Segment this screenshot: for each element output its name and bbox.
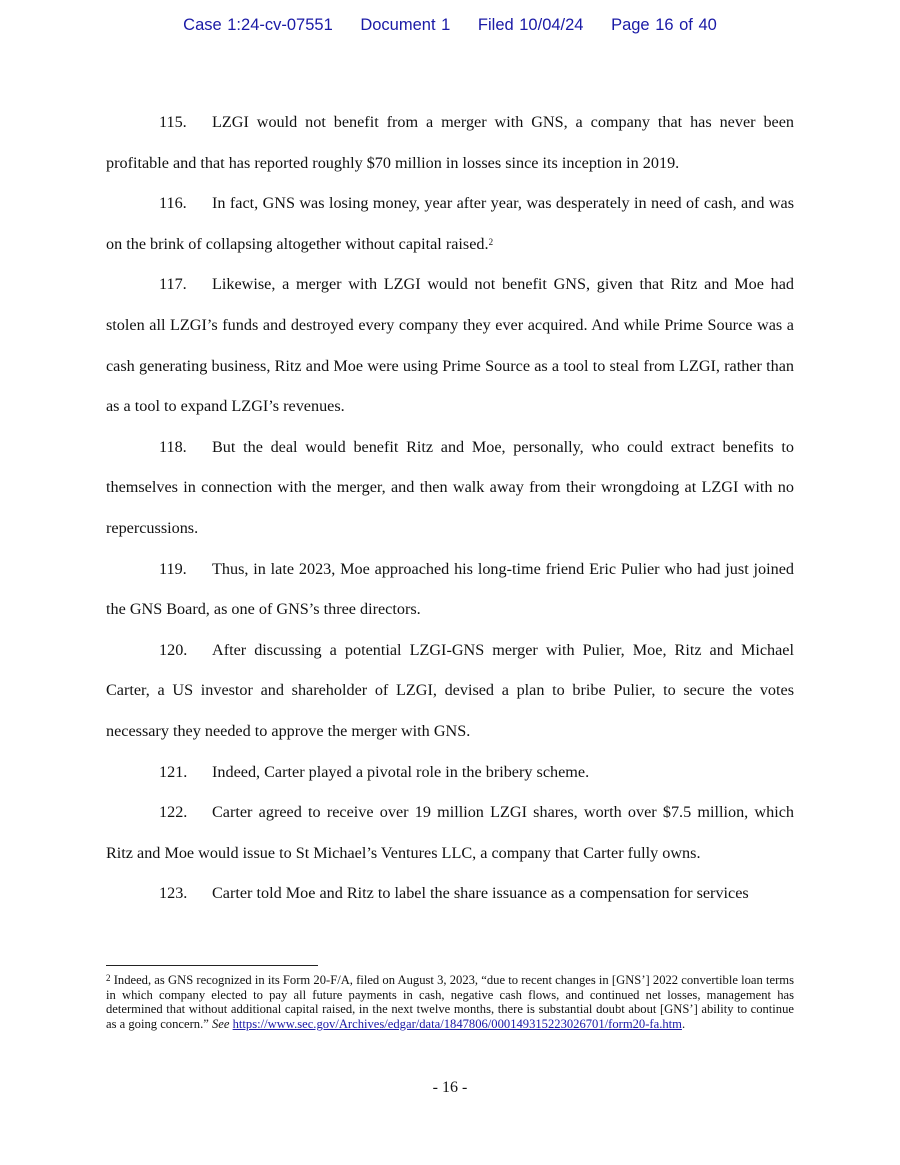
paragraph-number: 120. [159,640,188,659]
paragraph-number: 123. [159,884,188,903]
paragraph-122 [106,792,794,873]
footnote-trailing: . [681,1016,686,1031]
see-signal: See [211,1016,230,1031]
paragraph-number: 121. [159,762,188,781]
paragraph-text: Indeed, Carter played a pivotal role in the bribery scheme. [212,762,590,781]
paragraph-number: 115. [159,113,187,131]
paragraph-text: Carter agreed to receive over 19 million LZGI shares, worth over $7.5 million, which Ritz and Moe would issue to St Michael’s Ventures LLC, a company that Carter fully owns. [106,803,794,862]
document-number: Document 1 [360,16,451,34]
paragraph-text: Thus, in late 2023, Moe approached his long-time friend Eric Pulier who had just joined the GNS Board, as one of GNS’s three directors. [106,559,794,619]
court-filing-header [0,16,900,35]
paragraph-116 [106,183,794,264]
paragraph-117 [106,264,794,426]
footnote-marker: 2 [106,973,111,983]
paragraph-number: 122. [159,803,188,822]
paragraph-121 [106,752,794,793]
footnote-divider [106,965,318,966]
sec-filing-link[interactable]: https://www.sec.gov/Archives/edgar/data/1847806/000149315223026701/form20-fa.htm [232,1016,682,1031]
case-number: Case 1:24-cv-07551 [183,16,333,34]
paragraph-text: Carter told Moe and Ritz to label the share issuance as a compensation for services [212,884,749,903]
document-body [106,102,794,914]
filed-date: Filed 10/04/24 [477,16,584,34]
page-number: - 16 - [432,1079,468,1096]
paragraph-text: Likewise, a merger with LZGI would not benefit GNS, given that Ritz and Moe had stolen all LZGI’s funds and destroyed every company they ever acquired. And while Prime Source was a cash generating business, Ritz and Moe were using Prime Source as a tool to steal from LZGI, rather than as a tool to expand LZGI’s revenues. [106,275,794,416]
paragraph-number: 116. [159,194,187,213]
footnote-text: Indeed, as GNS recognized in its Form 20-F/A, filed on August 3, 2023, “due to recent changes in [GNS’] 2022 convertible loan terms in which company elected to pay all future payments in cash, negative cash flows, and continued net losses, management has determined that without additional capital raised, in the next twelve months, there is substantial doubt about [GNS’] ability to continue as a going concern.” [106,973,794,1031]
paragraph-118 [106,427,794,549]
paragraph-text: LZGI would not benefit from a merger with GNS, a company that has never been profitable and that has reported roughly $70 million in losses since its inception in 2019. [106,113,794,172]
footnote-reference[interactable]: 2 [488,236,494,247]
paragraph-number: 118. [159,437,187,456]
page-indicator: Page 16 of 40 [611,16,717,34]
footnote-2 [106,973,794,1031]
paragraph-text: After discussing a potential LZGI-GNS merger with Pulier, Moe, Ritz and Michael Carter, a US investor and shareholder of LZGI, devised a plan to bribe Pulier, to secure the votes necessary they needed to approve the merger with GNS. [106,640,794,740]
paragraph-text: But the deal would benefit Ritz and Moe, personally, who could extract benefits to themselves in connection with the merger, and then walk away from their wrongdoing at LZGI with no repercussions. [106,437,794,537]
paragraph-115 [106,102,794,183]
paragraph-119 [106,549,794,630]
paragraph-120 [106,630,794,752]
paragraph-number: 119. [159,559,187,578]
paragraph-text: In fact, GNS was losing money, year after year, was desperately in need of cash, and was on the brink of collapsing altogether without capital raised. [106,194,794,253]
paragraph-123 [106,873,794,914]
paragraph-number: 117. [159,275,187,294]
